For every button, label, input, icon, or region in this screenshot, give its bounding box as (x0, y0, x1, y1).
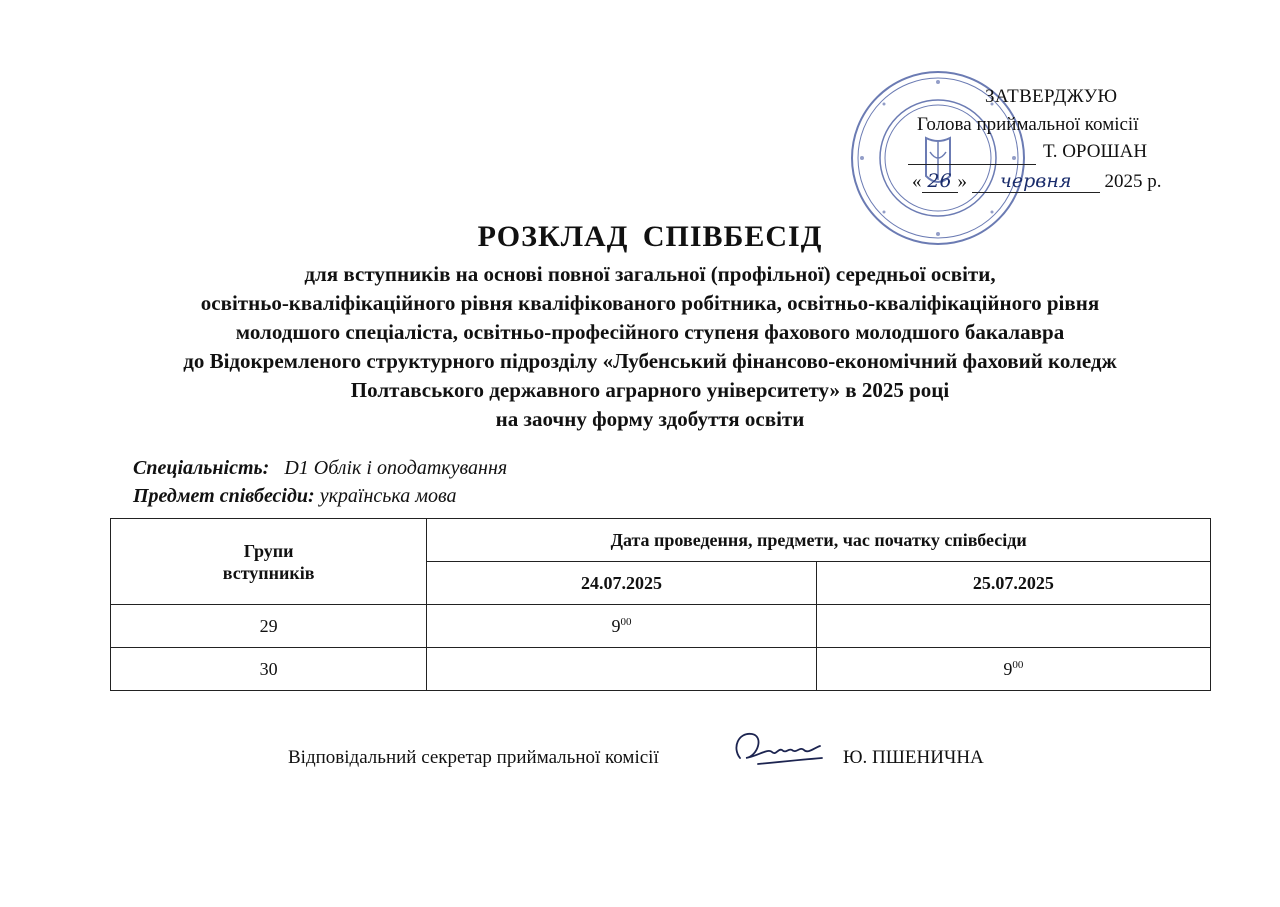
document-title: РОЗКЛАД СПІВБЕСІД (477, 220, 823, 253)
group-header-line: вступників (222, 562, 315, 583)
approval-date-close-quote: » (957, 171, 967, 192)
subject-label: Предмет співбесіди: (133, 485, 315, 507)
footer-role: Відповідальний секретар приймальної комісії (288, 747, 659, 768)
time-cell (427, 648, 816, 691)
approval-date-month: червня (972, 170, 1100, 193)
time-hour: 9 (1003, 658, 1013, 679)
approval-date-year: 2025 р. (1104, 171, 1162, 192)
group-column-header (111, 519, 427, 605)
footer-name: Ю. ПШЕНИЧНА (843, 747, 984, 768)
subtitle-line: до Відокремленого структурного підрозділу «Лубенський фінансово-економічний фаховий коледж (183, 349, 1117, 373)
approval-title: ЗАТВЕРДЖУЮ (985, 86, 1118, 107)
time-minutes: 00 (620, 615, 632, 628)
subject-row (133, 482, 507, 510)
specialty-label: Спеціальність: (133, 457, 270, 479)
approval-date-open-quote: « (912, 171, 922, 192)
subtitle-line: освітньо-кваліфікаційного рівня кваліфікованого робітника, освітньо-кваліфікаційного рівня (200, 291, 1100, 315)
group-cell: 30 (111, 648, 427, 691)
subtitle-line: для вступників на основі повної загальної (профільної) середньої освіти, (304, 262, 996, 286)
approval-name: Т. ОРОШАН (1043, 141, 1148, 162)
specialty-value: D1 Облік і оподаткування (284, 457, 508, 479)
time-cell (816, 605, 1210, 648)
specialty-row (133, 454, 507, 482)
table-header-row (111, 519, 1211, 562)
group-cell: 29 (111, 605, 427, 648)
document-subtitle (80, 260, 1220, 434)
schedule-table (110, 518, 1211, 691)
approval-date-day: 26 (922, 170, 958, 193)
table-row (111, 648, 1211, 691)
date-header-cell: 24.07.2025 (427, 562, 816, 605)
approval-role: Голова приймальної комісії (917, 114, 1139, 135)
date-column-header: Дата проведення, предмети, час початку співбесіди (427, 519, 1211, 562)
date-header-cell: 25.07.2025 (816, 562, 1210, 605)
approval-date (912, 170, 1162, 193)
subject-value: українська мова (319, 485, 457, 507)
document-meta (133, 454, 507, 510)
subtitle-line: молодшого спеціаліста, освітньо-професійного ступеня фахового молодшого бакалавра (235, 320, 1065, 344)
time-minutes: 00 (1012, 658, 1024, 671)
time-hour: 9 (611, 615, 621, 636)
time-cell (816, 648, 1210, 691)
approval-signature-line (908, 164, 1036, 165)
signature-icon (728, 718, 828, 778)
group-header-line: Групи (243, 540, 294, 561)
time-cell (427, 605, 816, 648)
subtitle-line: на заочну форму здобуття освіти (495, 407, 805, 431)
subtitle-line: Полтавського державного аграрного університету» в 2025 році (350, 378, 950, 402)
table-row (111, 605, 1211, 648)
